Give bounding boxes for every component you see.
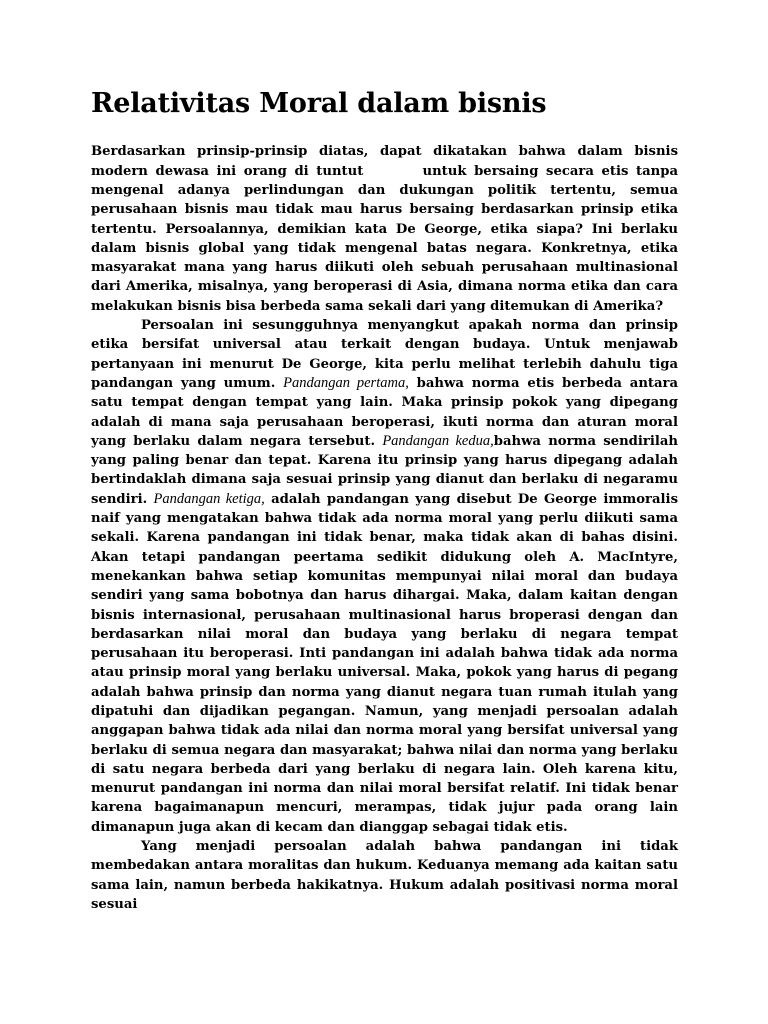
italic-first-view: Pandangan pertama, — [283, 374, 409, 391]
paragraph-2-text-3: bahwa norma sendirilah yang paling benar dan tepat. Karena itu prinsip yang harus dipegang adalah bertindaklah dimana saja sesuai prinsip yang dianut dan berlaku di negaramu sendiri. — [91, 433, 679, 507]
paragraph-2-text-2: bahwa norma etis berbeda antara satu tempat dengan tempat yang lain. Maka prinsip pokok yang dipegang adalah di mana saja perusahaan beroperasi, ikuti norma dan aturan moral yang berlaku dalam negara tersebut. — [91, 375, 679, 449]
paragraph-1-part-2: untuk bersaing secara etis tanpa mengenal adanya perlindungan dan dukungan politik tertentu, semua perusahaan bisnis mau tidak mau harus bersaing berdasarkan prinsip etika tertentu. Persoalannya, demikian kata De George, etika siapa? Ini berlaku dalam bisnis global yang tidak mengenal batas negara. Konkretnya, etika masyarakat mana yang harus diikuti oleh sebuah perusahaan multinasional dari Amerika, misalnya, yang beroperasi di Asia, dimana norma etika dan cara melakukan bisnis bisa berbeda sama sekali dari yang ditemukan di Amerika? — [91, 163, 678, 314]
paragraph-1 — [91, 142, 678, 316]
paragraph-1-part-1: Berdasarkan prinsip-prinsip diatas, dapat dikatakan bahwa dalam bisnis modern dewasa ini orang di tuntut — [91, 144, 678, 179]
paragraph-2-text-4: adalah pandangan yang disebut De George immoralis naif yang mengatakan bahwa tidak ada norma moral yang perlu diikuti sama sekali. Karena pandangan ini tidak benar, maka tidak akan di bahas disini. Akan tetapi pandangan peertama sedikit didukung oleh A. MacIntyre, menekankan bahwa setiap komunitas mempunyai nilai moral dan budaya sendiri yang sama bobotnya dan harus dihargai. Maka, dalam kaitan dengan bisnis internasional, perusahaan multinasional harus broperasi dengan dan berdasarkan nilai moral dan budaya yang berlaku di negara tempat perusahaan itu beroperasi. Inti pandangan ini adalah bahwa tidak ada norma atau prinsip moral yang berlaku universal. Maka, pokok yang harus di pegang adalah bahwa prinsip dan norma yang dianut negara tuan rumah itulah yang dipatuhi dan dijadikan pegangan. Namun, yang menjadi persoalan adalah anggapan bahwa tidak ada nilai dan norma moral yang bersifat universal yang berlaku di semua negara dan masyarakat; bahwa nilai dan norma yang berlaku di satu negara berbeda dari yang berlaku di negara lain. Oleh karena kitu, menurut pandangan ini norma dan nilai moral bersifat relatif. Ini tidak benar karena bagaimanapun mencuri, merampas, tidak jujur pada orang lain dimanapun juga akan di kecam dan dianggap sebagai tidak etis. — [91, 491, 678, 835]
paragraph-2 — [91, 316, 678, 837]
italic-third-view: Pandangan ketiga, — [153, 490, 265, 507]
italic-second-view: Pandangan kedua, — [382, 432, 494, 449]
paragraph-3: Yang menjadi persoalan adalah bahwa pandangan ini tidak membedakan antara moralitas dan hukum. Keduanya memang ada kaitan satu sama lain, namun berbeda hakikatnya. Hukum adalah positivasi norma moral sesuai — [91, 839, 678, 912]
document-page — [91, 88, 678, 914]
document-title: Relativitas Moral dalam bisnis — [91, 88, 547, 119]
paragraph-2-text-1: Persoalan ini sesungguhnya menyangkut apakah norma dan prinsip etika bersifat universal atau terkait dengan budaya. Untuk menjawab pertanyaan ini menurut De George, kita perlu melihat terlebih dahulu tiga pandangan yang umum. — [91, 318, 678, 391]
